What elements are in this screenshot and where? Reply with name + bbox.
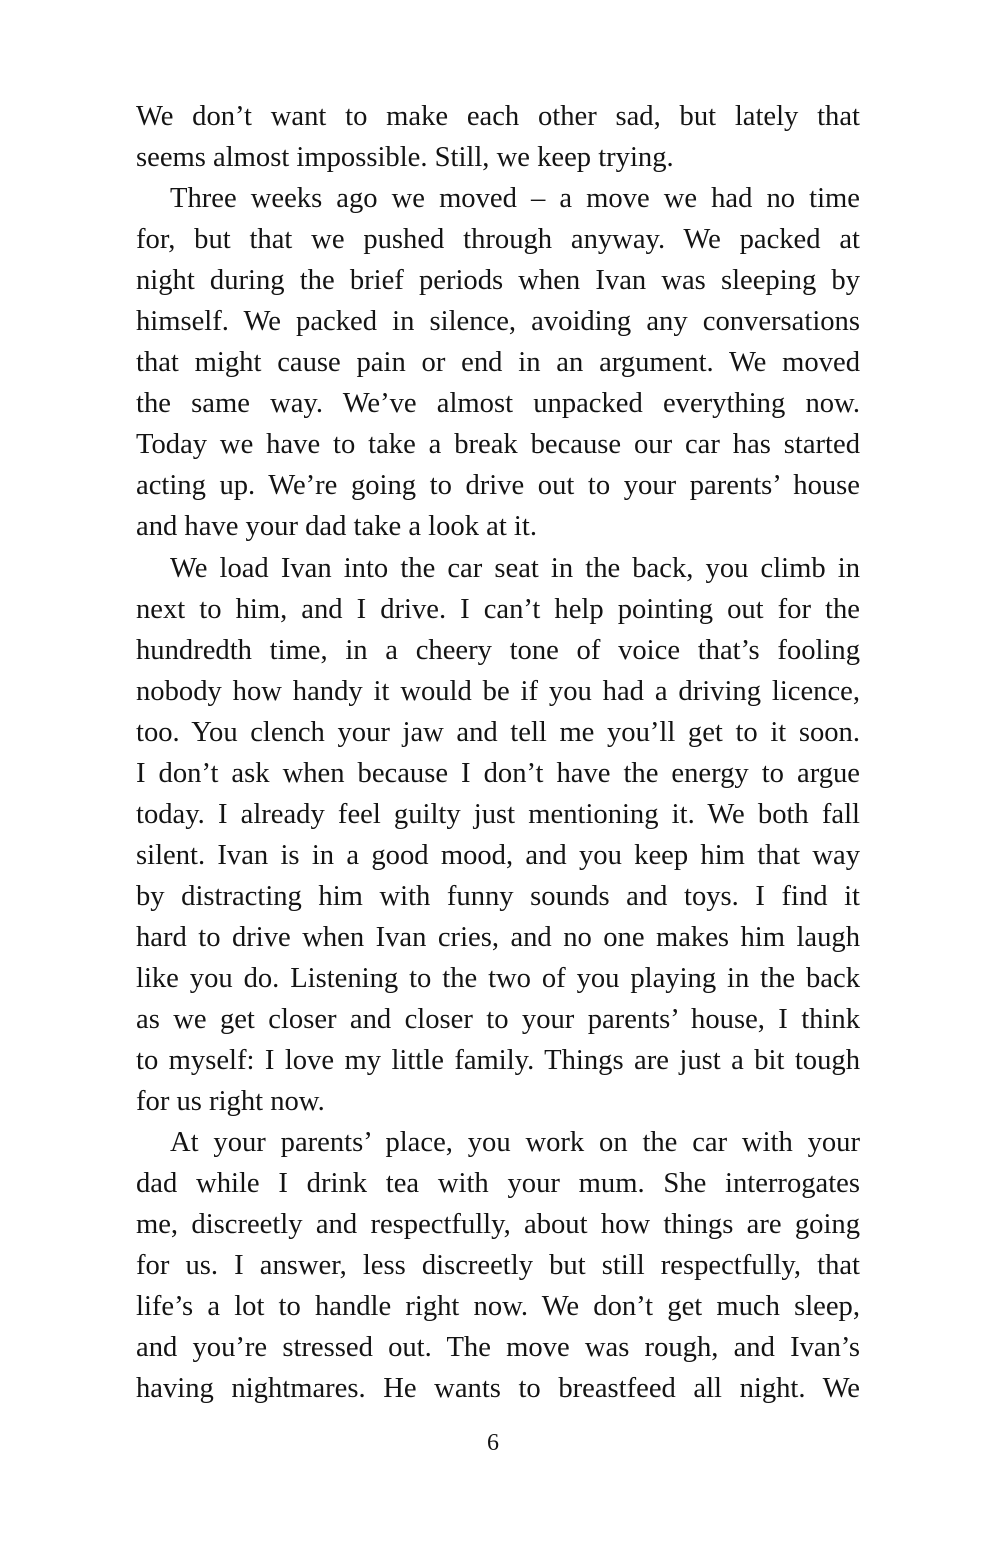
text-line: having nightmares. He wants to breastfeed all night. We: [136, 1373, 860, 1405]
text-line: hundredth time, in a cheery tone of voice that’s fooling: [136, 634, 860, 666]
text-line: hard to drive when Ivan cries, and no one makes him laugh: [136, 921, 860, 953]
text-line: next to him, and I drive. I can’t help pointing out for the: [136, 593, 860, 625]
paragraph: [136, 178, 860, 547]
text-line: I don’t ask when because I don’t have the energy to argue: [136, 757, 860, 789]
text-line: night during the brief periods when Ivan was sleeping by: [136, 265, 860, 297]
text-line: too. You clench your jaw and tell me you’ll get to it soon.: [136, 716, 860, 748]
text-line: as we get closer and closer to your parents’ house, I think: [136, 1004, 860, 1036]
text-line: me, discreetly and respectfully, about how things are going: [136, 1209, 860, 1241]
text-line: for, but that we pushed through anyway. We packed at: [136, 224, 860, 256]
paragraph: [136, 548, 860, 1123]
text-line: At your parents’ place, you work on the car with your: [170, 1127, 860, 1159]
text-line: to myself: I love my little family. Things are just a bit tough: [136, 1045, 860, 1077]
text-line: and have your dad take a look at it.: [136, 511, 537, 543]
text-line: and you’re stressed out. The move was rough, and Ivan’s: [136, 1332, 860, 1364]
text-line: nobody how handy it would be if you had a driving licence,: [136, 675, 860, 707]
text-line: silent. Ivan is in a good mood, and you keep him that way: [136, 839, 860, 871]
text-line: Three weeks ago we moved – a move we had no time: [170, 183, 860, 215]
page-number: 6: [487, 1430, 499, 1456]
text-line: for us right now.: [136, 1086, 325, 1118]
text-line: that might cause pain or end in an argument. We moved: [136, 347, 860, 379]
text-line: life’s a lot to handle right now. We don’t get much sleep,: [136, 1291, 860, 1323]
text-line: today. I already feel guilty just mentioning it. We both fall: [136, 798, 860, 830]
text-line: dad while I drink tea with your mum. She interrogates: [136, 1168, 860, 1200]
paragraph: [136, 96, 860, 178]
text-line: acting up. We’re going to drive out to your parents’ house: [136, 470, 860, 502]
text-line: seems almost impossible. Still, we keep trying.: [136, 142, 674, 174]
text-line: Today we have to take a break because our car has started: [136, 429, 860, 461]
text-line: the same way. We’ve almost unpacked everything now.: [136, 388, 860, 420]
text-line: for us. I answer, less discreetly but still respectfully, that: [136, 1250, 860, 1282]
text-line: like you do. Listening to the two of you playing in the back: [136, 962, 860, 994]
text-line: We don’t want to make each other sad, but lately that: [136, 101, 860, 132]
text-line: We load Ivan into the car seat in the back, you climb in: [170, 552, 860, 584]
text-line: himself. We packed in silence, avoiding any conversations: [136, 306, 860, 338]
text-line: by distracting him with funny sounds and toys. I find it: [136, 880, 860, 912]
body-text: [136, 96, 860, 1410]
paragraph: [136, 1122, 860, 1409]
